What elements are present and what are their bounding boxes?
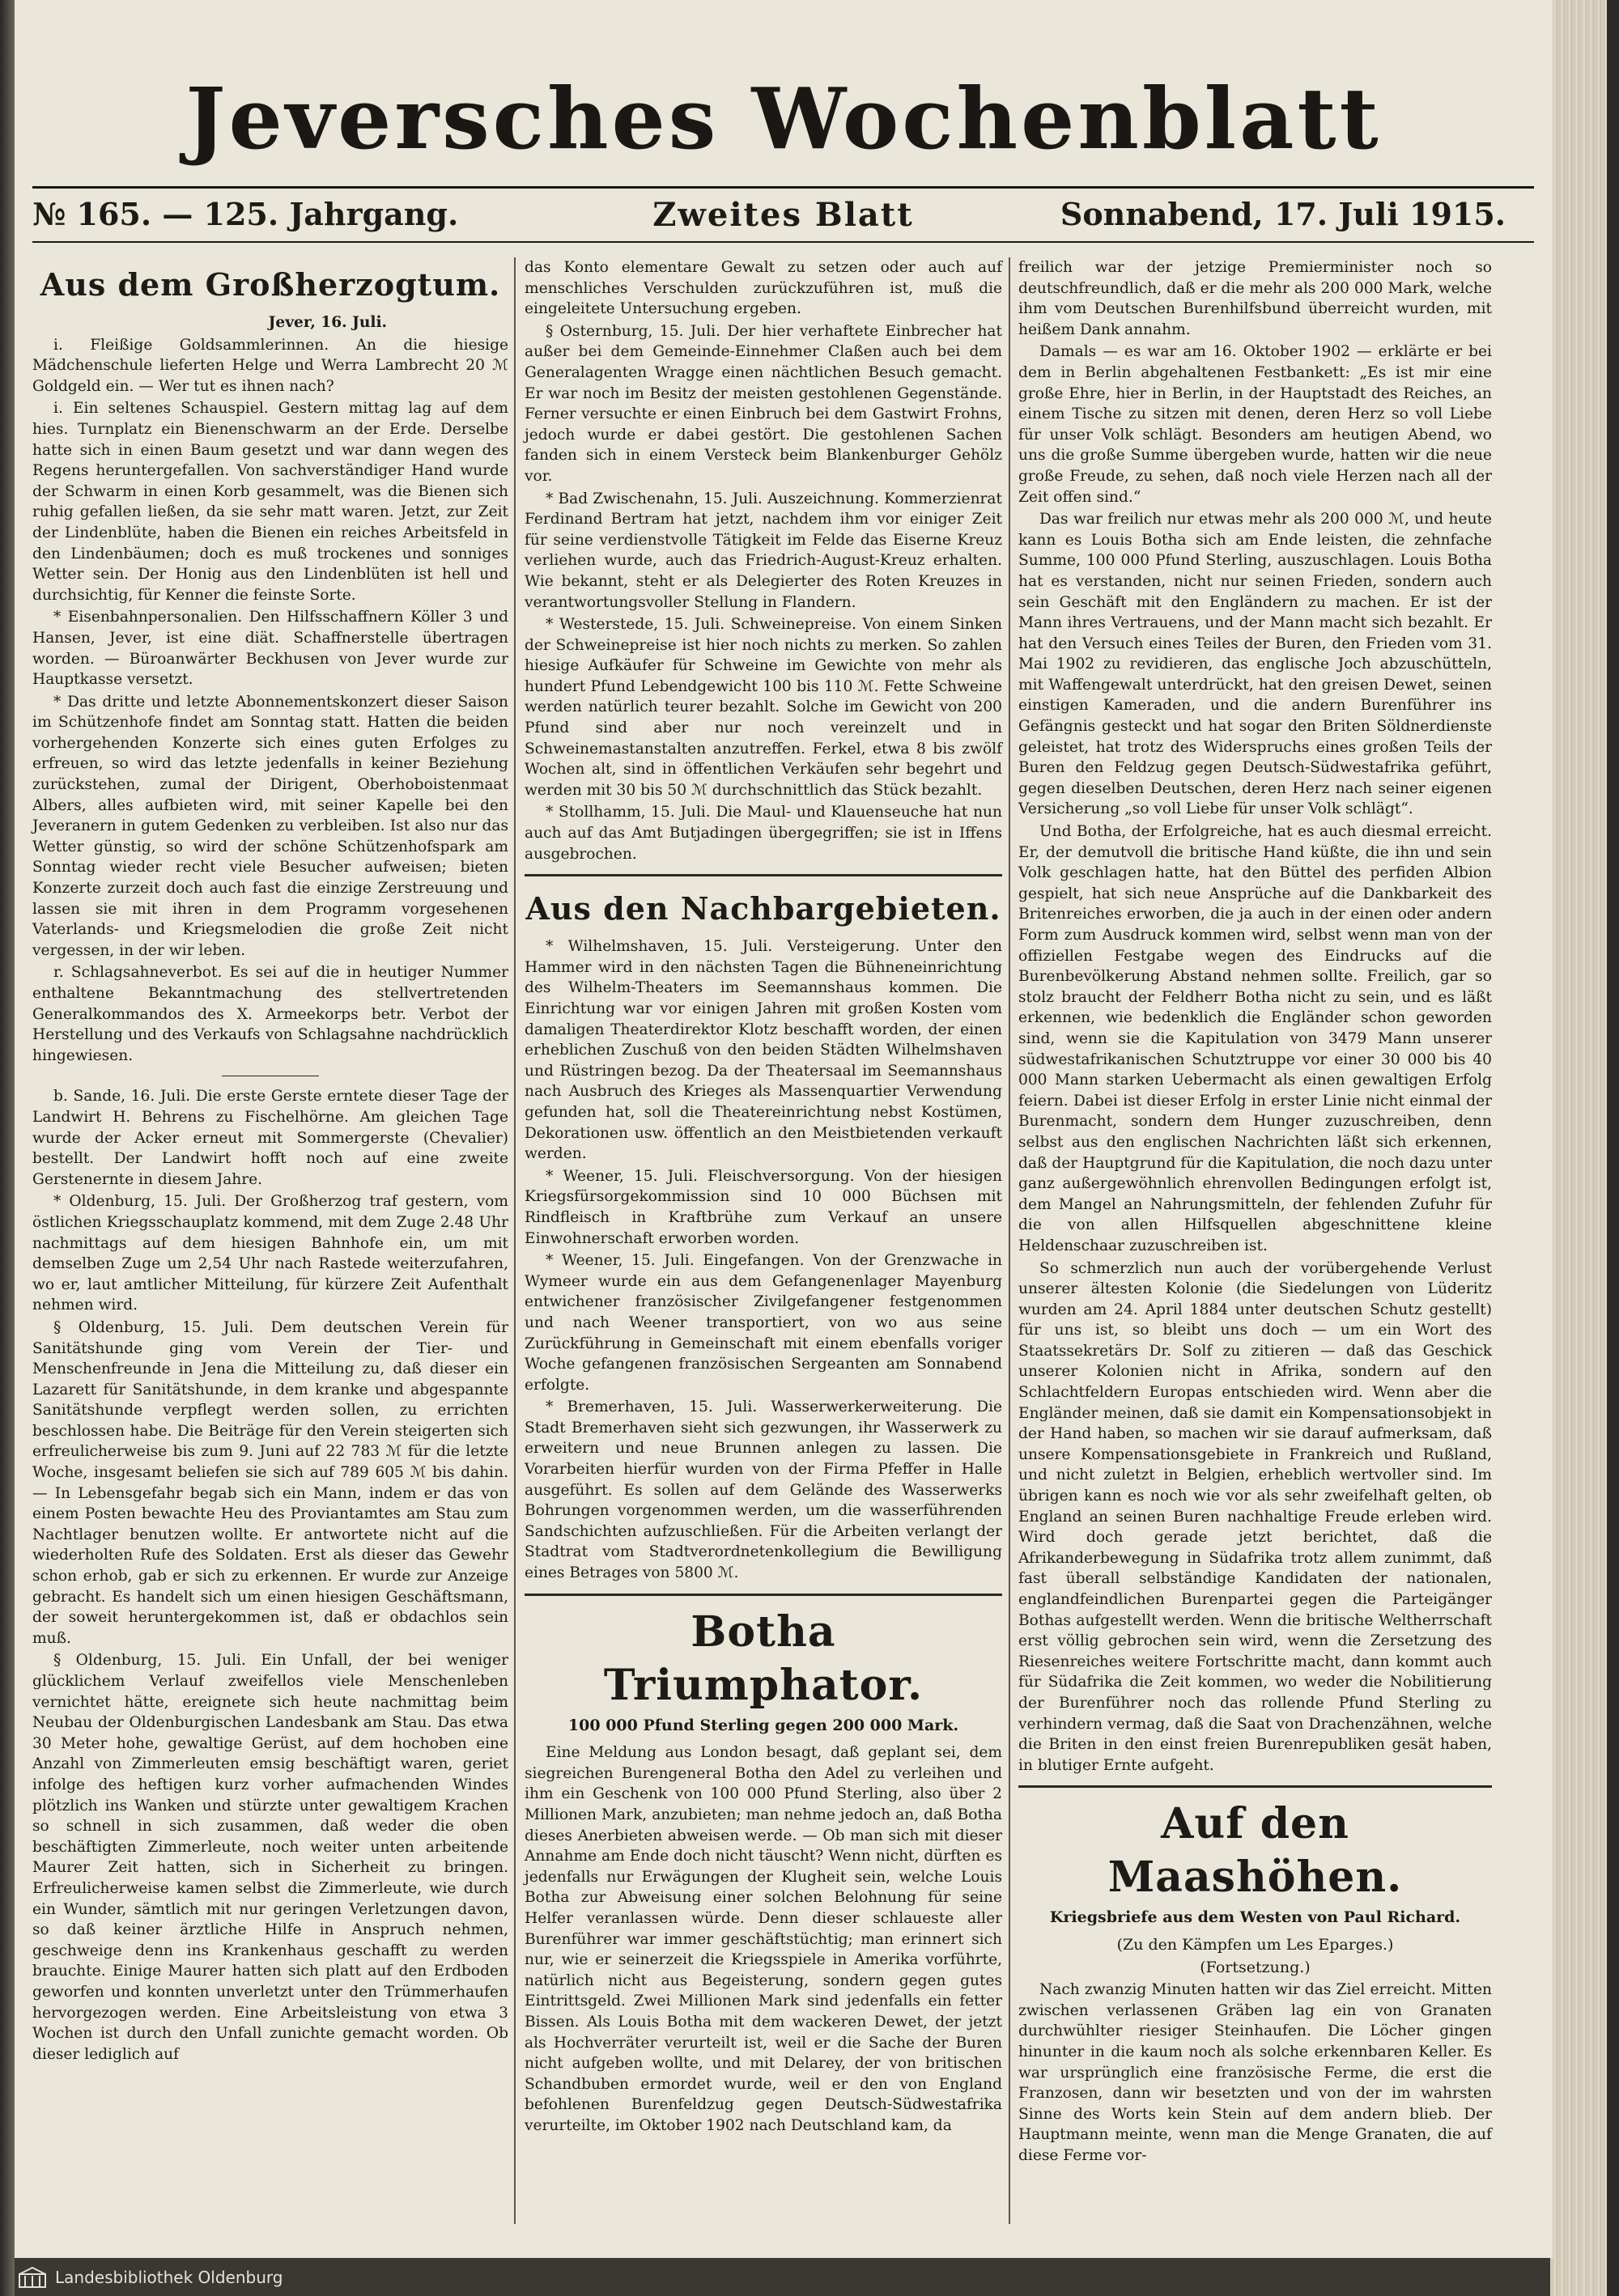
- top-rule: [32, 186, 1534, 189]
- column-3: [1018, 257, 1492, 2167]
- article-paragraph: das Konto elementare Gewalt zu setzen oder auch auf menschliches Verschulden zurückzuführen ist, muß die eingeleitete Untersuchung ergeben.: [525, 259, 1002, 318]
- article-paragraph: * Eisenbahnpersonalien. Den Hilfsschaffnern Köller 3 und Hansen, Jever, ist eine diät. Schaffnerstelle übertragen worden. — Büroanwärter Beckhusen von Jever wurde zur Hauptkasse versetzt.: [32, 609, 508, 689]
- newspaper-page: [15, 0, 1553, 2258]
- section-separator: [525, 874, 1002, 876]
- library-footer: [18, 2264, 283, 2291]
- article-paragraph: Und Botha, der Erfolgreiche, hat es auch diesmal erreicht. Er, der demutvoll die britische Hand küßte, die ihn und sein Volk geschlagen hatte, hat den Büttel des perfiden Albion gespielt, hat sich neue Ansprüche auf die Dankbarkeit des Britenreiches erworben, die ja auch in der einen oder andern Form zum Ausdruck kommen wird, selbst wenn man von der offiziellen Festgabe wegen des Eindrucks auf die Burenbevölkerung Abstand nehmen sollte. Freilich, gar so stolz braucht der Feldherr Botha nicht zu sein, und es läßt erkennen, wie bedenklich die Engländer schon geworden sind, wenn sie die Kapitulation von 3479 Mann unserer südwestafrikanischen Schutztruppe vor einer 30 000 bis 40 000 Mann starken Uebermacht als einen gewaltigen Erfolg feiern. Dabei ist dieser Erfolg in erster Linie nicht einmal der Burenmacht, sondern dem Hunger zuzuschreiben, denn selbst aus den englischen Nachrichten läßt sich erkennen, daß der Hauptgrund für die Kapitulation, die noch dazu unter ganz außergewöhnlich ehrenvollen Bedingungen erfolgt ist, dem Mangel an Nahrungsmitteln, der fehlenden Zufuhr für die von allen Hilfsquellen abgeschnittene kleine Heldenschaar zuzuschreiben ist.: [1018, 823, 1492, 1254]
- article-paragraph: § Osternburg, 15. Juli. Der hier verhaftete Einbrecher hat außer bei dem Gemeinde-Einnehmer Claßen auch bei dem Generalagenten Wragge einen nächtlichen Besuch gemacht. Er war noch im Besitz der meisten gestohlenen Gegenstände. Ferner versuchte er einen Einbruch bei dem Gastwirt Frohns, jedoch wurde er dabei gestört. Die gestohlenen Sachen fanden sich in einem Versteck beim Blankenburger Gehölz vor.: [525, 322, 1002, 485]
- section-title: Botha Triumphator.: [603, 1606, 924, 1710]
- article-paragraph: * Wilhelmshaven, 15. Juli. Versteigerung. Unter den Hammer wird in den nächsten Tagen die Bühneneinrichtung des Wilhelm-Theaters im Seemannshaus kommen. Die Einrichtung war vor einigen Jahren mit großen Kosten vom damaligen Theaterdirektor Klotz beschafft worden, der einen erheblichen Zuschuß von den beiden Städten Wilhelmshaven und Rüstringen bezog. Da der Theatersaal im Seemannshaus nach Ausbruch des Krieges als Massenquartier Verwendung gefunden hat, soll die Theatereinrichtung nebst Kostümen, Dekorationen usw. öffentlich an den Meistbietenden verkauft werden.: [525, 938, 1002, 1163]
- article-paragraph: i. Ein seltenes Schauspiel. Gestern mittag lag auf dem hies. Turnplatz ein Bienenschwarm an der Erde. Derselbe hatte sich in einen Baum gesetzt und war dann wegen des Regens heruntergefallen. Von sachverständiger Hand wurde der Schwarm in einen Korb gesammelt, was die Bienen sich ruhig gefallen ließen, da sie sehr matt waren. Jetzt, zur Zeit der Lindenblüte, haben die Bienen ein reiches Arbeitsfeld in den Lindenbäumen; doch es muß trockenes und sonniges Wetter sein. Der Honig aus den Lindenblüten ist hell und durchsichtig, für Kenner die feinste Sorte.: [32, 400, 508, 604]
- dateline: Jever, 16. Juli.: [268, 314, 387, 331]
- article-paragraph: § Oldenburg, 15. Juli. Ein Unfall, der bei weniger glücklichem Verlauf zweifellos viele Menschenleben vernichtet hätte, ereignete sich heute nachmittag beim Neubau der Oldenburgischen Landesbank am Stau. Das etwa 30 Meter hohe, gewaltige Gerüst, auf dem hochoben eine Anzahl von Zimmerleuten emsig beschäftigt waren, geriet infolge des heftigen kurz vorher aufmachenden Windes plötzlich ins Wanken und stürzte unter gewaltigem Krachen so schnell in sich zusammen, daß weder die oben beschäftigten Zimmerleute, noch weiter unten arbeitende Maurer Zeit hatten, sich in Sicherheit zu bringen. Erfreulicherweise kamen selbst die Zimmerleute, wie durch ein Wunder, sämtlich mit nur geringen Verletzungen davon, so daß keiner ärztliche Hilfe in Anspruch nehmen, geschweige denn ins Krankenhaus geschafft zu werden brauchte. Einige Maurer hatten sich platt auf den Erdboden geworfen und konnten unverletzt unter den Trümmerhaufen hervorgezogen werden. Eine Arbeitsleistung von etwa 3 Wochen ist durch den Unfall zunichte gemacht worden. Ob dieser lediglich auf: [32, 1652, 508, 2063]
- article-paragraph: r. Schlagsahneverbot. Es sei auf die in heutiger Nummer enthaltene Bekanntmachung des stellvertretenden Generalkommandos des X. Armeekorps betr. Verbot der Herstellung und des Verkaufs von Schlagsahne nachdrücklich hingewiesen.: [32, 964, 508, 1064]
- issue-line: [32, 196, 1534, 236]
- scan-background-edge: [1607, 0, 1619, 2296]
- section-title: Aus den Nachbargebieten.: [525, 890, 1001, 927]
- issue-number: № 165. — 125. Jahrgang.: [32, 196, 459, 232]
- article-paragraph: b. Sande, 16. Juli. Die erste Gerste erntete dieser Tage der Landwirt H. Behrens zu Fischelhörne. Am gleichen Tage wurde der Acker erneut mit Sommergerste (Chevalier) bestellt. Der Landwirt hofft noch auf eine zweite Gerstenernte in diesem Jahre.: [32, 1088, 508, 1188]
- issue-date: Sonnabend, 17. Juli 1915.: [1060, 196, 1506, 232]
- section-title: Aus dem Großherzogtum.: [40, 266, 501, 303]
- article-paragraph: Das war freilich nur etwas mehr als 200 000 ℳ, und heute kann es Louis Botha sich am Ende leisten, die zehnfache Summe, 100 000 Pfund Sterling, auszuschlagen. Louis Botha hat es verstanden, nicht nur seinen Frieden, sondern auch sein Geschäft mit den Engländern zu machen. Er ist der Mann ihres Vertrauens, und der Mann macht sich bezahlt. Er hat den Versuch eines Teiles der Buren, den Frieden vom 31. Mai 1902 zu revidieren, das englische Joch abzuschütteln, mit Waffengewalt unterdrückt, hat den greisen Dewet, seinen einstigen Kameraden, und die andern Burenführer ins Gefängnis gesteckt und hat sogar den Briten Söldnerdienste geleistet, hat trotz des Widerspruchs eines großen Teils der Buren den Feldzug gegen Deutsch-Südwestafrika geführt, gegen dieselben Deutschen, deren Herz nach seiner eigenen Versicherung „so voll Liebe für unser Volk schlägt“.: [1018, 511, 1492, 818]
- article-paragraph: § Oldenburg, 15. Juli. Dem deutschen Verein für Sanitätshunde ging vom Verein der Tier- und Menschenfreunde in Jena die Mitteilung zu, daß dieser ein Lazarett für Sanitätshunde, in dem kranke und abgespannte Sanitätshunde verpflegt werden sollen, zu errichten beschlossen habe. Die Beiträge für den Verein steigerten sich erfreulicherweise bis zum 9. Juni auf 22 783 ℳ für die letzte Woche, insgesamt beliefen sie sich auf 789 605 ℳ bis dahin. — In Lebensgefahr begab sich ein Mann, indem er das von einem Posten bewachte Heu des Proviantamtes am Stau zum Nachtlager benutzen wollte. Er antwortete nicht auf die wiederholten Rufe des Soldaten. Erst als dieser das Gewehr schon erhob, gab er sich zu erkennen. Er wurde zur Anzeige gebracht. Es handelt sich um einen hiesigen Geschäftsmann, der soweit heruntergekommen ist, daß er obdachlos sein muß.: [32, 1318, 508, 1647]
- article-paragraph: Eine Meldung aus London besagt, daß geplant sei, dem siegreichen Burengeneral Botha den Adel zu verleihen und ihm ein Geschenk von 100 000 Pfund Sterling, also über 2 Millionen Mark, anzubieten; man nehme jedoch an, daß Botha dieses Anerbieten abweisen werde. — Ob man sich mit dieser Annahme am Ende doch nicht täuscht? Wenn nicht, dürften es jedenfalls nur Erwägungen der Klugheit sein, welche Louis Botha zur Abweisung einer solchen Belohnung für seine Helfer veranlassen würde. Denn dieser schlaueste aller Burenführer war immer geschäftstüchtig; man erinnert sich nur, wie er seinerzeit die Kriegsspiele in Amerika vorführte, natürlich nicht aus Begeisterung, sondern gegen gutes Eintrittsgeld. Zwei Millionen Mark sind jedenfalls ein fetter Bissen. Als Louis Botha mit dem wackeren Dewet, der jetzt als Hochverräter verurteilt ist, weil er die Sache der Buren nicht aufgeben wollte, und mit Delarey, der von britischen Schandbuben ermordet wurde, weil er den von England befohlenen Burenfeldzug gegen Deutsch-Südwestafrika verurteilte, im Oktober 1902 nach Deutschland kam, da: [525, 1744, 1002, 2134]
- masthead: Jeversches Wochenblatt: [185, 69, 1382, 168]
- column-divider: [1009, 257, 1010, 2224]
- article-paragraph: * Oldenburg, 15. Juli. Der Großherzog traf gestern, vom östlichen Kriegsschauplatz kommend, mit dem Zuge 2.48 Uhr nachmittags auf dem hiesigen Bahnhofe ein, um mit demselben Zuge um 2,54 Uhr nach Rastede weiterzufahren, wo er, laut amtlicher Mitteilung, für kürzere Zeit Aufenthalt nehmen wird.: [32, 1193, 508, 1314]
- article-paragraph: * Bremerhaven, 15. Juli. Wasserwerkerweiterung. Die Stadt Bremerhaven sieht sich gezwungen, ihr Wasserwerk zu erweitern und neue Brunnen anlegen zu lassen. Die Vorarbeiten hierfür wurden von der Firma Pfeffer in Halle ausgeführt. Es sollen auf dem Gelände des Wasserwerks Bohrungen vorgenommen werden, um die wasserführenden Sandschichten aufzuschließen. Für die Arbeiten verlangt der Stadtrat vom Stadtverordnetenkollegium die Bewilligung eines Betrages von 5800 ℳ.: [525, 1398, 1002, 1582]
- article-paragraph: Damals — es war am 16. Oktober 1902 — erklärte er bei dem in Berlin abgehaltenen Festbankett: „Es ist mir eine große Ehre, hier in Berlin, in der Hauptstadt des Reiches, an einem Tische zu sitzen mit denen, deren Herz so voll Liebe für unser Volk schlägt. Besonders am heutigen Abend, wo uns die große Summe übergeben wurde, hatten wir die neue große Freude, zu sehen, daß noch viele Herzen nach all der Zeit offen sind.“: [1018, 343, 1492, 506]
- article-paragraph: Nach zwanzig Minuten hatten wir das Ziel erreicht. Mitten zwischen verlassenen Gräben lag ein von Granaten durchwühlter riesiger Steinhaufen. Die Löcher gingen hinunter in die kaum noch als solche erkennbaren Keller. Es war ursprünglich eine französische Ferme, die erst die Franzosen, dann wir besetzten und von der im wahrsten Sinne des Worts kein Stein auf dem andern blieb. Der Hauptmann meinte, wenn man die Menge Granaten, die auf diese Ferme vor-: [1018, 1981, 1492, 2164]
- column-2: [525, 257, 1002, 2138]
- continuation-note: (Fortsetzung.): [1200, 1958, 1311, 1976]
- article-paragraph: * Weener, 15. Juli. Eingefangen. Von der Grenzwache in Wymeer wurde ein aus dem Gefangenenlager Mayenburg entwichener französischer Zivilgefangener festgenommen und nach Weener transportiert, von wo aus seine Zurückführung in Gemeinschaft mit einem ebenfalls voriger Woche gefangenen französischen Sergeanten am Sonnabend erfolgte.: [525, 1252, 1002, 1394]
- article-paragraph: So schmerzlich nun auch der vorübergehende Verlust unserer ältesten Kolonie (die Siedelungen von Lüderitz wurden am 24. April 1884 unter deutschen Schutz gestellt) für uns ist, so bleibt uns doch — um ein Wort des Staatssekretärs Dr. Solf zu zitieren — daß das Geschick unserer Kolonien nicht in Afrika, sondern auf den Schlachtfeldern Europas entschieden wird. Wenn aber die Engländer meinen, daß sie damit ein Kompensationsobjekt in der Hand haben, so machen wir sie darauf aufmerksam, daß unsere Kompensationsgebiete in Frankreich und Rußland, und nicht zuletzt in Belgien, erheblich wertvoller sind. Im übrigen kann es noch wie vor als sehr zweifelhaft gelten, ob England an seinen Buren nachhaltige Freude erleben wird. Wird doch gerade jetzt berichtet, daß die Afrikanderbewegung in Südafrika trotz allem zunimmt, daß fast überall selbständige Kandidaten der nationalen, englandfeindlichen Burenpartei gegen die Parteigänger Bothas aufgestellt werden. Wenn die britische Weltherrschaft erst völlig gebrochen sein wird, wenn die Zersetzung des Riesenreiches weitere Fortschritte macht, dann kommt auch für Südafrika die Zeit kommen, wo weder die Nobilitierung der Burenführer noch das rollende Pfund Sterling zu verhindern vermag, daß die Saat von Drachenzähnen, welche die Briten in den einst freien Burenrepubliken gesät haben, in blutiger Ernte aufgeht.: [1018, 1259, 1492, 1774]
- article-paragraph: freilich war der jetzige Premierminister noch so deutschfreundlich, daß er die mehr als 200 000 Mark, welche ihm vom Deutschen Burenhilfsbund überreicht wurden, mit heißem Dank annahm.: [1018, 259, 1492, 338]
- column-divider: [514, 257, 516, 2224]
- article-paragraph: i. Fleißige Goldsammlerinnen. An die hiesige Mädchenschule lieferten Helge und Werra Lambrecht 20 ℳ Goldgeld ein. — Wer tut es ihnen nach?: [32, 336, 508, 395]
- second-sheet-label: Zweites Blatt: [652, 196, 914, 234]
- section-subtitle-2: (Zu den Kämpfen um Les Eparges.): [1116, 1935, 1394, 1954]
- header-rule: [32, 241, 1534, 243]
- article-paragraph: * Westerstede, 15. Juli. Schweinepreise. Von einem Sinken der Schweinepreise ist hier noch nichts zu merken. So zahlen hiesige Aufkäufer für Schweine im Gewichte von mehr als hundert Pfund Lebendgewicht 100 bis 110 ℳ. Fette Schweine werden natürlich teurer bezahlt. Solche im Gewicht von 200 Pfund sind aber nur noch vereinzelt und in Schweinemastanstalten anzutreffen. Ferkel, etwa 8 bis zwölf Wochen alt, sind in öffentlichen Verkäufen sehr begehrt und werden mit 30 bis 50 ℳ durchschnittlich das Stück bezahlt.: [525, 616, 1002, 799]
- section-subtitle: 100 000 Pfund Sterling gegen 200 000 Mark.: [567, 1716, 959, 1734]
- article-paragraph: * Weener, 15. Juli. Fleischversorgung. Von der hiesigen Kriegsfürsorgekommission sind 10 000 Büchsen mit Rindfleisch in Kraftbrühe zum Verkauf an unsere Einwohnerschaft erworben worden.: [525, 1167, 1002, 1247]
- library-building-icon: [18, 2266, 47, 2289]
- scan-shadow: [0, 0, 15, 2296]
- column-1: [32, 257, 508, 2066]
- section-title: Auf den Maashöhen.: [1107, 1799, 1403, 1903]
- article-paragraph: * Das dritte und letzte Abonnementskonzert dieser Saison im Schützenhofe findet am Sonntag statt. Hatten die beiden vorhergehenden Konzerte sich eines guten Erfolges zu erfreuen, so wird das letzte jedenfalls in keiner Beziehung zurückstehen, zumal der Dirigent, Oberhoboistenmaat Albers, alles aufbieten wird, mit seiner Kapelle bei den Jeveranern in gutem Gedenken zu verbleiben. Ist also nur das Wetter günstig, so wird der schöne Schützenhofspark am Sonntag wieder recht viele Besucher aufweisen; bieten Konzerte zurzeit doch auch fast die einzige Zerstreuung und lassen sie mit ihren in dem Programm vorgesehenen Vaterlands- und Kriegsmelodien die große Zeit nicht vergessen, in der wir leben.: [32, 693, 508, 959]
- article-paragraph: * Bad Zwischenahn, 15. Juli. Auszeichnung. Kommerzienrat Ferdinand Bertram hat jetzt, nachdem ihm vor einiger Zeit für seine verdienstvolle Tätigkeit im Felde das Eiserne Kreuz verliehen wurde, auch das Friedrich-August-Kreuz erhalten. Wie bekannt, steht er als Delegierter des Roten Kreuzes in verantwortungsvoller Stellung in Flandern.: [525, 490, 1002, 611]
- section-separator: [525, 1594, 1002, 1596]
- library-name: Landesbibliothek Oldenburg: [55, 2268, 283, 2287]
- section-separator: [1018, 1785, 1492, 1788]
- section-subtitle: Kriegsbriefe aus dem Westen von Paul Richard.: [1049, 1908, 1461, 1927]
- article-paragraph: * Stollhamm, 15. Juli. Die Maul- und Klauenseuche hat nun auch auf das Amt Butjadingen übergegriffen; sie ist in Iffens ausgebrochen.: [525, 804, 1002, 863]
